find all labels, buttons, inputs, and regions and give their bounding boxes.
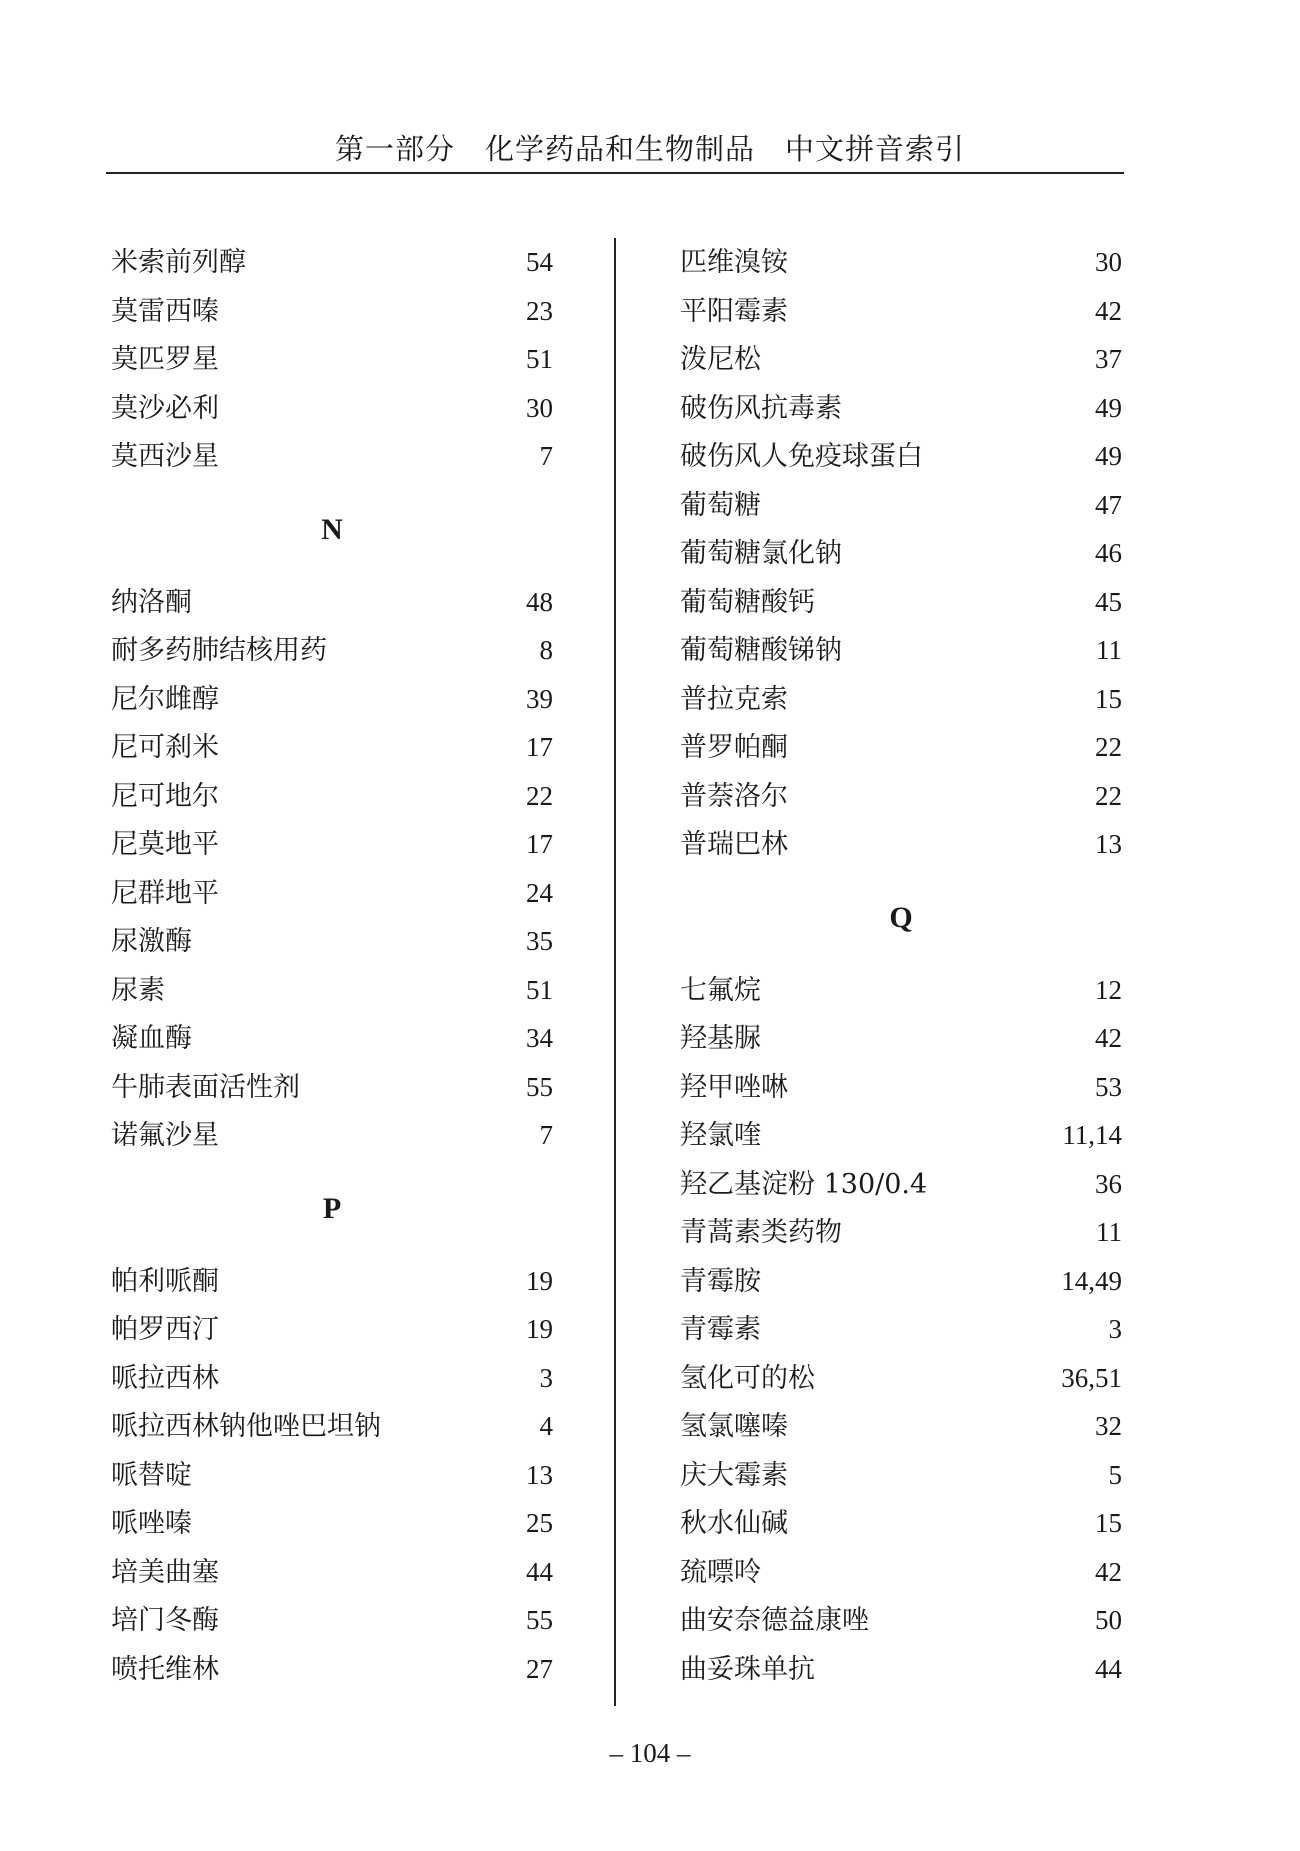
entry-page: 30 [1095,247,1122,277]
entry-page: 4 [539,1411,553,1441]
entry-page: 51 [526,974,553,1005]
index-entry [680,1451,1122,1500]
index-entry [680,481,1122,530]
index-entry [111,966,553,1015]
entry-name: 泼尼松 [680,344,761,375]
index-entry [680,432,1122,481]
index-entry [680,1063,1122,1112]
entry-name: 青霉素 [680,1314,761,1345]
index-entry [111,869,553,918]
entry-name: 葡萄糖氯化钠 [680,538,842,569]
entry-page: 11 [1096,1217,1122,1247]
entry-page: 55 [526,1071,553,1102]
index-entry [111,1354,553,1403]
index-entry [680,1014,1122,1063]
entry-page: 12 [1095,974,1122,1005]
header-rule [106,172,1124,174]
running-header: 第一部分 化学药品和生物制品 中文拼音索引 [334,132,965,166]
index-entry [111,335,553,384]
entry-page: 36 [1095,1168,1122,1199]
index-entry [111,432,553,481]
index-entry [680,529,1122,578]
entry-name: 羟基脲 [680,1023,761,1054]
index-entry [111,1451,553,1500]
entry-name: 巯嘌呤 [680,1556,761,1588]
index-entry [680,578,1122,627]
entry-name: 莫雷西嗪 [111,295,219,327]
index-entry [111,1499,553,1548]
entry-page: 11,14 [1062,1120,1122,1150]
entry-page: 53 [1095,1071,1122,1102]
index-entry [680,820,1122,869]
index-entry [111,1645,553,1694]
index-entry [680,723,1122,772]
entry-page: 49 [1095,441,1122,471]
index-entry [111,287,553,336]
entry-name: 米索前列醇 [111,247,246,278]
index-entry [111,917,553,966]
entry-page: 11 [1096,635,1122,665]
entry-name: 羟乙基淀粉 130/0.4 [680,1168,928,1200]
entry-name: 尼尔雌醇 [111,683,219,715]
entry-name: 培门冬酶 [111,1605,219,1636]
index-entry [680,1111,1122,1160]
index-column-left [111,238,553,1693]
entry-name: 普萘洛尔 [680,780,788,812]
index-entry [680,675,1122,724]
entry-page: 48 [526,586,553,617]
index-entry [680,287,1122,336]
entry-page: 7 [539,441,553,471]
index-entry [680,1305,1122,1354]
index-entry [111,820,553,869]
entry-page: 15 [1095,1508,1122,1538]
index-entry [111,675,553,724]
entry-page: 22 [1095,732,1122,762]
index-entry [680,1208,1122,1257]
index-entry [680,335,1122,384]
entry-page: 13 [1095,829,1122,859]
entry-page: 42 [1095,1556,1122,1587]
entry-name: 破伤风抗毒素 [680,392,842,424]
entry-page: 17 [526,829,553,859]
entry-page: 27 [526,1653,553,1684]
entry-name: 葡萄糖酸钙 [680,586,815,618]
entry-name: 庆大霉素 [680,1459,788,1491]
entry-name: 尼可地尔 [111,780,219,812]
index-entry [680,1160,1122,1209]
entry-name: 莫沙必利 [111,392,219,424]
entry-name: 尼可刹米 [111,732,219,763]
entry-page: 19 [526,1314,553,1344]
page-number: – 104 – [609,1738,691,1768]
index-entry [680,966,1122,1015]
index-entry [680,1499,1122,1548]
index-entry [111,1014,553,1063]
entry-name: 喷托维林 [111,1653,219,1685]
index-entry [111,1063,553,1112]
entry-name: 耐多药肺结核用药 [111,635,327,666]
entry-page: 5 [1108,1459,1122,1490]
index-entry [680,1257,1122,1306]
entry-page: 19 [526,1265,553,1296]
entry-name: 哌拉西林 [111,1362,219,1394]
index-entry [111,1111,553,1160]
entry-name: 牛肺表面活性剂 [111,1071,300,1103]
entry-name: 曲妥珠单抗 [680,1653,815,1685]
entry-page: 14,49 [1061,1265,1122,1296]
index-entry [680,626,1122,675]
column-divider [614,238,616,1706]
index-entry [111,578,553,627]
entry-name: 破伤风人免疫球蛋白 [680,441,923,472]
entry-page: 7 [539,1120,553,1150]
index-entry [680,238,1122,287]
index-column-right [680,238,1122,1693]
entry-page: 42 [1095,1023,1122,1053]
entry-page: 22 [1095,780,1122,811]
entry-page: 39 [526,683,553,714]
entry-page: 36,51 [1061,1362,1122,1393]
entry-page: 30 [526,392,553,423]
entry-name: 曲安奈德益康唑 [680,1605,869,1636]
entry-page: 23 [526,295,553,326]
entry-name: 七氟烷 [680,974,761,1006]
entry-name: 帕罗西汀 [111,1314,219,1345]
entry-page: 34 [526,1023,553,1053]
entry-name: 凝血酶 [111,1023,192,1054]
entry-name: 诺氟沙星 [111,1120,219,1151]
entry-name: 尼群地平 [111,877,219,909]
entry-name: 培美曲塞 [111,1556,219,1588]
entry-name: 纳洛酮 [111,586,192,618]
entry-name: 羟氯喹 [680,1120,761,1151]
entry-name: 尿激酶 [111,926,192,957]
entry-name: 尼莫地平 [111,829,219,860]
entry-name: 莫西沙星 [111,441,219,472]
entry-name: 尿素 [111,974,165,1006]
entry-name: 氢氯噻嗪 [680,1411,788,1442]
entry-page: 44 [526,1556,553,1587]
index-entry [111,1305,553,1354]
entry-page: 46 [1095,538,1122,568]
index-entry [111,626,553,675]
entry-page: 44 [1095,1653,1122,1684]
entry-page: 42 [1095,295,1122,326]
entry-page: 24 [526,877,553,908]
entry-name: 秋水仙碱 [680,1508,788,1539]
entry-name: 匹维溴铵 [680,247,788,278]
entry-name: 羟甲唑啉 [680,1071,788,1103]
entry-page: 47 [1095,489,1122,520]
index-entry [680,772,1122,821]
entry-name: 葡萄糖 [680,489,761,521]
entry-page: 25 [526,1508,553,1538]
entry-name: 普罗帕酮 [680,732,788,763]
entry-name: 哌拉西林钠他唑巴坦钠 [111,1411,381,1442]
index-entry [111,1596,553,1645]
index-entry [680,1645,1122,1694]
index-entry [111,384,553,433]
entry-name: 帕利哌酮 [111,1265,219,1297]
index-entry [111,1402,553,1451]
entry-page: 51 [526,344,553,374]
index-entry [680,384,1122,433]
section-letter-p: P [322,1191,342,1225]
index-entry [680,1548,1122,1597]
entry-page: 45 [1095,586,1122,617]
index-entry [680,1354,1122,1403]
entry-name: 哌替啶 [111,1459,192,1491]
index-entry [111,238,553,287]
entry-page: 35 [526,926,553,956]
entry-page: 22 [526,780,553,811]
entry-name: 普瑞巴林 [680,829,788,860]
entry-page: 8 [539,635,553,665]
entry-name: 青霉胺 [680,1265,761,1297]
index-entry [680,1402,1122,1451]
entry-name: 葡萄糖酸锑钠 [680,635,842,666]
entry-page: 13 [526,1459,553,1490]
entry-page: 50 [1095,1605,1122,1635]
index-entry [111,723,553,772]
entry-page: 17 [526,732,553,762]
entry-page: 32 [1095,1411,1122,1441]
entry-name: 普拉克索 [680,683,788,715]
index-entry [111,1257,553,1306]
entry-page: 3 [539,1362,553,1393]
entry-name: 氢化可的松 [680,1362,815,1394]
entry-page: 54 [526,247,553,277]
index-entry [680,1596,1122,1645]
entry-page: 49 [1095,392,1122,423]
entry-name: 哌唑嗪 [111,1508,192,1539]
entry-name: 平阳霉素 [680,295,788,327]
index-entry [111,772,553,821]
index-entry [111,1548,553,1597]
entry-page: 15 [1095,683,1122,714]
entry-name: 青蒿素类药物 [680,1217,842,1248]
entry-page: 37 [1095,344,1122,374]
entry-page: 3 [1108,1314,1122,1344]
section-letter-n: N [321,512,343,546]
section-letter-q: Q [889,900,913,934]
entry-name: 莫匹罗星 [111,344,219,375]
entry-page: 55 [526,1605,553,1635]
